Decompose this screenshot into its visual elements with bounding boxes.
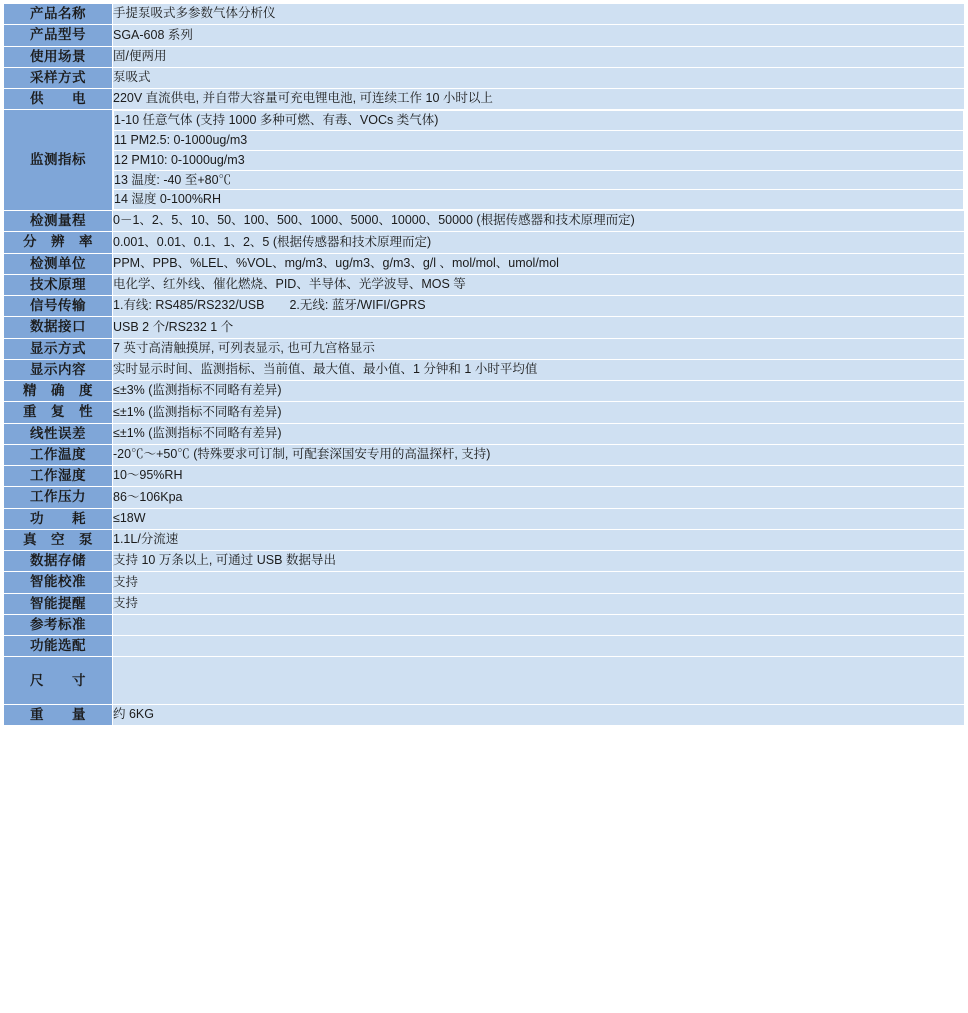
- row-value: [113, 726, 965, 727]
- row-label: 智能提醒: [4, 593, 113, 614]
- row-value: 220V 直流供电, 并自带大容量可充电锂电池, 可连续工作 10 小时以上: [113, 89, 965, 110]
- row-label: 使用场景: [4, 46, 113, 67]
- list-item: [113, 657, 964, 680]
- table-row: [4, 402, 965, 423]
- table-row: [4, 466, 965, 487]
- table-row: [4, 487, 965, 508]
- row-label: 信号传输: [4, 296, 113, 317]
- row-value: [113, 657, 965, 705]
- row-value: PPM、PPB、%LEL、%VOL、mg/m3、ug/m3、g/m3、g/l 、mol/mol、umol/mol: [113, 253, 965, 274]
- table-row: [4, 572, 965, 593]
- table-row: [4, 338, 965, 359]
- list-item: 13 温度: -40 至+80℃: [114, 170, 964, 190]
- row-label: 数据接口: [4, 317, 113, 338]
- row-value: 固/便两用: [113, 46, 965, 67]
- row-value: 支持 10 万条以上, 可通过 USB 数据导出: [113, 551, 965, 572]
- row-value: 约 6KG: [113, 705, 965, 726]
- table-row: [4, 25, 965, 46]
- list-item: 14 湿度 0-100%RH: [114, 190, 964, 210]
- table-row: [4, 317, 965, 338]
- row-label: 供 电: [4, 89, 113, 110]
- row-value: [113, 110, 965, 211]
- row-label: 工作湿度: [4, 466, 113, 487]
- row-label: 产品型号: [4, 25, 113, 46]
- row-label: 参考标准: [4, 614, 113, 635]
- list-item: [113, 681, 964, 704]
- row-label: 监测指标: [4, 110, 113, 211]
- row-value: 7 英寸高清触摸屏, 可列表显示, 也可九宫格显示: [113, 338, 965, 359]
- row-value: 0.001、0.01、0.1、1、2、5 (根据传感器和技术原理而定): [113, 232, 965, 253]
- row-value: 1.1L/分流速: [113, 529, 965, 550]
- list-item: [113, 652, 964, 655]
- table-row-monitoring-indicators: [4, 110, 965, 211]
- row-value: 支持: [113, 572, 965, 593]
- table-row: [4, 253, 965, 274]
- row-label: 重 量: [4, 705, 113, 726]
- row-value: 0－1、2、5、10、50、100、500、1000、5000、10000、50000 (根据传感器和技术原理而定): [113, 211, 965, 232]
- monitoring-indicator-list: [113, 110, 964, 210]
- table-row: [4, 274, 965, 295]
- table-row: [4, 89, 965, 110]
- table-row: [4, 381, 965, 402]
- row-label: 重 复 性: [4, 402, 113, 423]
- row-value: 支持: [113, 593, 965, 614]
- row-label: 分 辨 率: [4, 232, 113, 253]
- row-label: 检测量程: [4, 211, 113, 232]
- table-row: [4, 67, 965, 88]
- row-value: 泵吸式: [113, 67, 965, 88]
- row-label: 精 确 度: [4, 381, 113, 402]
- row-value: 电化学、红外线、催化燃烧、PID、半导体、光学波导、MOS 等: [113, 274, 965, 295]
- table-row: [4, 705, 965, 726]
- row-value: ≤±1% (监测指标不同略有差异): [113, 423, 965, 444]
- row-value: [113, 636, 965, 657]
- table-row: [4, 4, 965, 25]
- table-row: [4, 508, 965, 529]
- row-value: ≤±3% (监测指标不同略有差异): [113, 381, 965, 402]
- table-row: [4, 232, 965, 253]
- row-value: 实时显示时间、监测指标、当前值、最大值、最小值、1 分钟和 1 小时平均值: [113, 359, 965, 380]
- table-row: [4, 423, 965, 444]
- spec-table-body: [4, 4, 965, 727]
- row-label: [4, 726, 113, 727]
- product-spec-table: [3, 3, 965, 727]
- row-label: 显示内容: [4, 359, 113, 380]
- table-row: [4, 359, 965, 380]
- row-label: 尺 寸: [4, 657, 113, 705]
- row-value: ≤±1% (监测指标不同略有差异): [113, 402, 965, 423]
- row-label: 智能校准: [4, 572, 113, 593]
- row-label: 检测单位: [4, 253, 113, 274]
- list-item: 12 PM10: 0-1000ug/m3: [114, 150, 964, 170]
- list-item: 1-10 任意气体 (支持 1000 多种可燃、有毒、VOCs 类气体): [114, 111, 964, 131]
- row-label: 采样方式: [4, 67, 113, 88]
- table-row: [4, 529, 965, 550]
- table-row: [4, 593, 965, 614]
- row-label: 真 空 泵: [4, 529, 113, 550]
- table-row-optional-functions: [4, 657, 965, 705]
- row-value: USB 2 个/RS232 1 个: [113, 317, 965, 338]
- row-label: 显示方式: [4, 338, 113, 359]
- table-row-reference-standards: [4, 636, 965, 657]
- table-row: [4, 444, 965, 465]
- row-value: 1.有线: RS485/RS232/USB 2.无线: 蓝牙/WIFI/GPRS: [113, 296, 965, 317]
- list-item: 11 PM2.5: 0-1000ug/m3: [114, 131, 964, 151]
- table-row: [4, 211, 965, 232]
- row-label: 线性误差: [4, 423, 113, 444]
- row-label: 数据存储: [4, 551, 113, 572]
- row-label: 产品名称: [4, 4, 113, 25]
- row-value: ≤18W: [113, 508, 965, 529]
- row-value: -20℃～+50℃ (特殊要求可订制, 可配套深国安专用的高温探杆, 支持): [113, 444, 965, 465]
- table-row: [4, 46, 965, 67]
- row-value: [113, 614, 965, 635]
- row-value: 手提泵吸式多参数气体分析仪: [113, 4, 965, 25]
- row-value: SGA-608 系列: [113, 25, 965, 46]
- row-label: 技术原理: [4, 274, 113, 295]
- table-row: [4, 296, 965, 317]
- row-label: 工作压力: [4, 487, 113, 508]
- row-label: 功 耗: [4, 508, 113, 529]
- row-value: 86～106Kpa: [113, 487, 965, 508]
- row-label: 功能选配: [4, 636, 113, 657]
- table-row: [4, 726, 965, 727]
- table-row: [4, 614, 965, 635]
- row-label: 工作温度: [4, 444, 113, 465]
- row-value: 10～95%RH: [113, 466, 965, 487]
- table-row: [4, 551, 965, 572]
